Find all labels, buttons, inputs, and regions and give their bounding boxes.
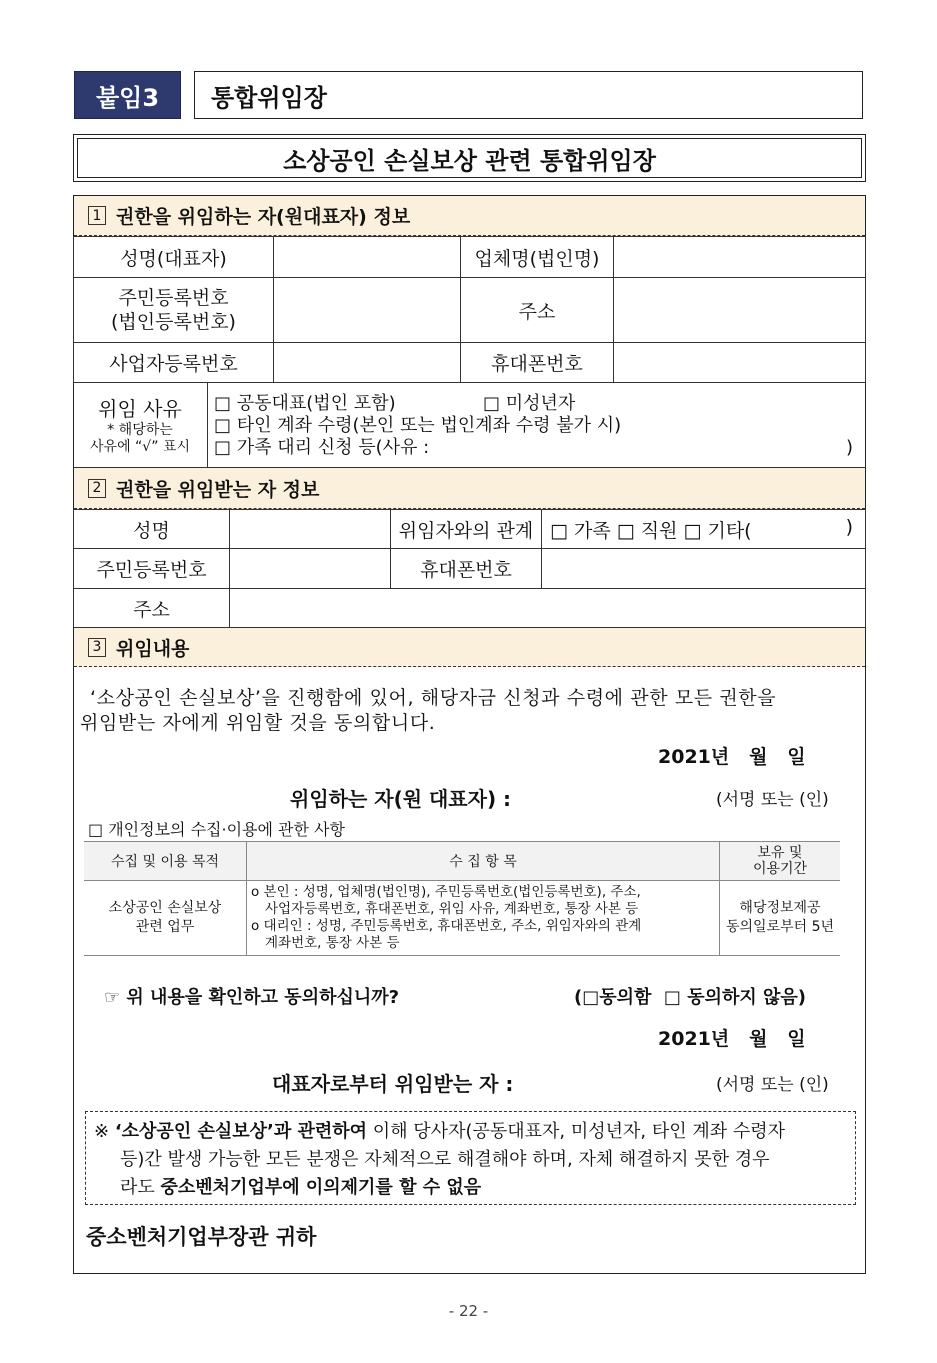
consent-text-line1: ‘소상공인 손실보상’을 진행함에 있어, 해당자금 신청과 수령에 관한 모든 권한을 [90,687,777,709]
reason-option-family[interactable]: □ 가족 대리 신청 등(사유 : [214,437,430,458]
section3-title: 위임내용 [116,637,190,660]
section3-number: 3 [88,638,106,657]
delegatee-sign-field[interactable]: (서명 또는 (인) [716,1075,829,1095]
privacy-header-purpose: 수집 및 이용 목적 [84,842,247,881]
section1-title: 권한을 위임하는 자(원대표자) 정보 [116,206,411,228]
confirm-options[interactable]: (□동의함 □ 동의하지 않음) [574,987,807,1008]
label-relation: 위임자와의 관계 [391,510,542,549]
label-delegatee-name: 성명 [74,510,230,549]
date-1[interactable]: 2021년 월 일 [658,746,806,768]
input-business-no[interactable] [274,343,461,383]
attachment-badge: 붙임3 [74,71,181,119]
relation-options[interactable]: □ 가족 □ 직원 □ 기타( ) [542,510,866,549]
section2-header [74,468,865,509]
label-phone: 휴대폰번호 [461,343,614,383]
input-company[interactable] [614,237,866,278]
consent-text-line2: 위임받는 자에게 위임할 것을 동의합니다. [80,712,436,734]
label-delegatee-address: 주소 [74,589,230,628]
reason-option-other-account[interactable]: □ 타인 계좌 수령(본인 또는 법인계좌 수령 불가 시) [214,415,622,436]
privacy-header-items: 수 집 항 목 [247,842,720,881]
input-delegatee-resident-no[interactable] [230,549,391,589]
header-title: 통합위임장 [194,71,863,119]
input-delegatee-address[interactable] [230,589,866,628]
privacy-items: o 본인 : 성명, 업체명(법인명), 주민등록번호(법인등록번호), 주소, 사업자등록번호, 휴대폰번호, 위임 사유, 계좌번호, 통장 사본 등 o 대리인 : 성명, 주민등록번호, 휴대폰번호, 주소, 위임자와의 관계 계좌번호, 통장 사본 등 [247,881,720,956]
document-title: 소상공인 손실보상 관련 통합위임장 [73,134,866,182]
input-address[interactable] [614,278,866,343]
section2-number: 2 [88,479,106,498]
input-delegatee-phone[interactable] [542,549,866,589]
privacy-title: □ 개인정보의 수집·이용에 관한 사항 [88,820,345,839]
input-delegatee-name[interactable] [230,510,391,549]
label-address: 주소 [461,278,614,343]
delegatee-sign-label: 대표자로부터 위임받는 자 : [272,1072,514,1096]
addressee: 중소벤처기업부장관 귀하 [86,1225,317,1249]
reason-option-joint[interactable]: □ 공동대표(법인 포함) [214,393,396,414]
privacy-purpose: 소상공인 손실보상 관련 업무 [84,881,247,956]
reason-family-close: ) [846,437,854,458]
label-business-no: 사업자등록번호 [74,343,274,383]
label-resident-no: 주민등록번호 (법인등록번호) [74,278,274,343]
confirm-question: ☞ 위 내용을 확인하고 동의하십니까? [104,987,400,1008]
page-number: - 22 - [448,1302,489,1320]
reason-row [73,383,866,468]
date-2[interactable]: 2021년 월 일 [658,1028,806,1050]
input-phone[interactable] [614,343,866,383]
label-delegatee-phone: 휴대폰번호 [391,549,542,589]
notice-box: ※ ‘소상공인 손실보상’과 관련하여 이해 당사자(공동대표자, 미성년자, 타인 계좌 수령자 등)간 발생 가능한 모든 분쟁은 자체적으로 해결해야 하며, 자체 해결하지 못한 경우 라도 중소벤처기업부에 이의제기를 할 수 없음 [85,1111,856,1205]
reason-label: 위임 사유 * 해당하는 사유에 “√” 표시 [73,383,208,467]
delegator-info-table [73,236,866,383]
label-delegatee-resident-no: 주민등록번호 [74,549,230,589]
label-company: 업체명(법인명) [461,237,614,278]
section2-title: 권한을 위임받는 자 정보 [116,478,320,501]
label-name: 성명(대표자) [74,237,274,278]
input-name[interactable] [274,237,461,278]
section1-number: 1 [88,206,106,225]
delegatee-info-table [73,509,866,628]
reason-option-minor[interactable]: □ 미성년자 [483,393,576,414]
section1-header [74,196,865,236]
privacy-table [84,841,840,956]
privacy-period: 해당정보제공 동의일로부터 5년 [720,881,841,956]
input-resident-no[interactable] [274,278,461,343]
section3-header [74,627,865,667]
delegator-sign-field[interactable]: (서명 또는 (인) [716,790,829,810]
delegator-sign-label: 위임하는 자(원 대표자) : [290,787,512,811]
privacy-header-period: 보유 및 이용기간 [720,842,841,881]
